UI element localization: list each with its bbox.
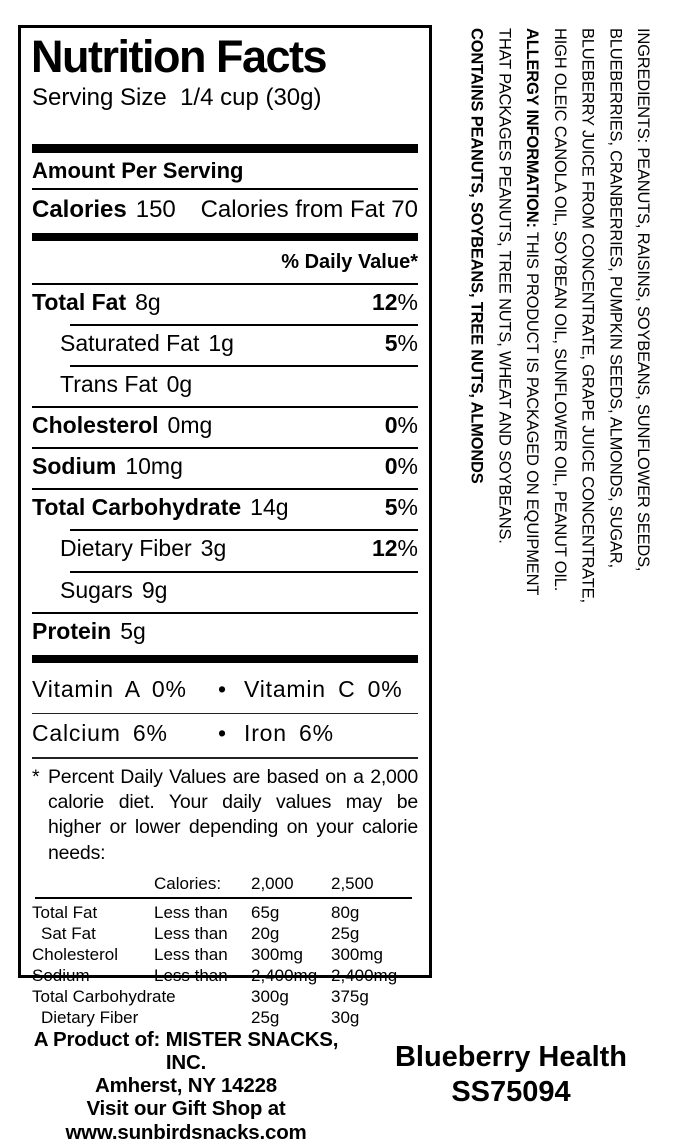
nutrient-row: [32, 531, 418, 566]
percent-sign: %: [397, 288, 418, 315]
table-header-calories: Calories:: [154, 874, 222, 894]
nutrient-left: [32, 577, 167, 604]
nutrient-row: [32, 367, 418, 402]
percent-sign: %: [397, 494, 418, 521]
nutrient-name: Dietary Fiber: [60, 535, 192, 562]
nutrient-amount: 1g: [208, 329, 234, 356]
nutrient-daily-value: [385, 453, 418, 480]
ingredients-line-text: THIS PRODUCT IS PACKAGED ON EQUIPMENT: [523, 227, 542, 596]
table-cell-qualifier: [154, 1007, 251, 1028]
vitamin-left: Calcium 6%: [32, 720, 168, 747]
footnote-asterisk: *: [32, 765, 40, 788]
bullet-separator: •: [218, 720, 227, 747]
nutrient-name: Sugars: [60, 576, 133, 603]
nutrient-left: [32, 371, 192, 398]
company-info-line: Visit our Gift Shop at: [86, 1097, 286, 1121]
table-row: [32, 923, 418, 944]
nutrient-amount: 9g: [141, 576, 168, 603]
table-row: [32, 944, 418, 965]
vitamin-right: Vitamin C 0%: [244, 675, 403, 702]
table-header-row: [32, 873, 418, 894]
ingredients-line: [517, 28, 545, 678]
table-header-rule: [35, 897, 412, 899]
thick-divider-bar: [32, 233, 418, 241]
vitamin-row: [32, 670, 418, 709]
table-cell-2500: 30g: [331, 1008, 360, 1028]
percent-sign: %: [397, 453, 418, 480]
company-info-line: A Product of: MISTER SNACKS, INC.: [33, 1028, 339, 1075]
table-cell-2000: 300mg: [251, 944, 303, 964]
table-cell-2500: 2,400mg: [331, 965, 398, 985]
daily-values-table: [32, 873, 418, 1028]
nutrient-left: [32, 494, 289, 521]
nutrient-row: [32, 614, 418, 649]
bullet-separator: •: [218, 675, 227, 702]
footnote-text: Percent Daily Values are based on a 2,000 calorie diet. Your daily values may be higher or lower depending on your calorie needs:: [48, 765, 418, 864]
daily-value-number: 12: [371, 288, 398, 315]
table-cell-qualifier: Less than: [154, 944, 228, 964]
nutrient-amount: 14g: [250, 494, 289, 521]
vitamin-row: [32, 714, 418, 753]
nutrient-amount: 3g: [200, 535, 227, 562]
calories-label: Calories: [32, 195, 127, 223]
nutrient-daily-value: [385, 330, 418, 357]
nutrient-row: [32, 326, 418, 361]
ingredients-line: [628, 28, 656, 678]
table-body: [32, 902, 418, 1028]
nutrient-name: Total Carbohydrate: [32, 494, 242, 521]
nutrient-rows: [32, 283, 418, 649]
nutrient-row: [32, 490, 418, 525]
table-cell-label: Sat Fat: [41, 923, 96, 943]
percent-sign: %: [397, 412, 418, 439]
vitamin-rows: [32, 670, 418, 759]
table-cell-2000: 2,400mg: [251, 965, 318, 985]
company-info-line: www.sunbirdsnacks.com: [65, 1120, 307, 1144]
table-cell-label: Dietary Fiber: [41, 1008, 139, 1028]
table-cell-2500: 80g: [331, 902, 360, 922]
ingredients-line-text: BLUEBERRIES, CRANBERRIES, PUMPKIN SEEDS, ALMONDS, SUGAR,: [606, 28, 625, 568]
nutrient-row: [32, 285, 418, 320]
nutrient-amount: 8g: [135, 288, 161, 315]
table-cell-2000: 300g: [251, 987, 289, 1007]
nutrient-name: Saturated Fat: [60, 329, 200, 356]
nutrient-row: [32, 449, 418, 484]
ingredients-line-text: CONTAINS PEANUTS, SOYBEANS, TREE NUTS, ALMONDS: [467, 28, 486, 484]
daily-value-number: 12: [371, 535, 398, 562]
serving-size-text: Serving Size 1/4 cup (30g): [32, 83, 322, 111]
nutrient-row: [32, 573, 418, 608]
table-cell-label: Cholesterol: [32, 944, 118, 964]
nutrient-amount: 10mg: [125, 453, 183, 480]
table-header-2500: 2,500: [331, 874, 374, 894]
daily-value-number: 5: [384, 494, 398, 521]
nutrient-left: [32, 412, 212, 439]
nutrient-amount: 5g: [120, 617, 146, 644]
nutrient-daily-value: [385, 412, 418, 439]
daily-value-number: 0: [384, 453, 398, 480]
product-id-block: [358, 1040, 664, 1111]
vitamin-right: Iron 6%: [244, 720, 334, 747]
thick-divider-bar: [32, 144, 418, 153]
table-cell-2500: 25g: [331, 923, 360, 943]
ingredients-line-bold-prefix: ALLERGY INFORMATION:: [523, 28, 542, 228]
nutrient-name: Sodium: [32, 453, 117, 480]
table-cell-label: Sodium: [32, 965, 90, 985]
table-cell-2000: 20g: [251, 923, 280, 943]
table-row: [32, 1007, 418, 1028]
table-cell-qualifier: Less than: [154, 923, 228, 943]
nutrient-daily-value: [385, 494, 418, 521]
table-cell-2500: 300mg: [331, 944, 383, 964]
nutrient-name: Total Fat: [32, 288, 127, 315]
ingredients-line: [462, 28, 490, 678]
calories-value: 150: [135, 195, 176, 223]
percent-sign: %: [397, 535, 418, 562]
table-cell-label: Total Fat: [32, 902, 98, 922]
table-header-spacer: [32, 873, 154, 894]
thick-divider-bar: [32, 655, 418, 663]
calories-left: [32, 196, 176, 224]
nutrient-left: [32, 535, 226, 562]
table-header-2000: 2,000: [251, 874, 294, 894]
calories-from-fat: Calories from Fat 70: [200, 195, 418, 223]
table-cell-2000: 65g: [251, 902, 280, 922]
ingredients-line-text: HIGH OLEIC CANOLA OIL, SOYBEAN OIL, SUNFLOWER OIL, PEANUT OIL.: [550, 28, 569, 592]
nutrient-left: [32, 330, 234, 357]
nutrient-name: Cholesterol: [32, 412, 159, 439]
table-cell-2000: 25g: [251, 1008, 280, 1028]
table-row: [32, 965, 418, 986]
ingredients-line: [545, 28, 573, 678]
nutrition-facts-title: Nutrition Facts: [31, 31, 327, 82]
nutrient-amount: 0mg: [167, 412, 213, 439]
table-cell-qualifier: Less than: [154, 965, 228, 985]
ingredients-line-text: INGREDIENTS: PEANUTS, RAISINS, SOYBEANS, SUNFLOWER SEEDS,: [634, 28, 652, 572]
daily-value-header: % Daily Value*: [281, 250, 418, 273]
daily-value-number: 5: [384, 329, 398, 356]
nutrient-name: Trans Fat: [60, 370, 158, 397]
table-cell-label: Total Carbohydrate: [32, 987, 176, 1007]
table-cell-qualifier: [154, 986, 251, 1007]
nutrient-left: [32, 289, 161, 316]
product-code: SS75094: [451, 1076, 571, 1109]
ingredients-line-text: BLUEBERRY JUICE FROM CONCENTRATE, GRAPE JUICE CONCENTRATE,: [578, 28, 597, 603]
ingredients-line: [573, 28, 601, 678]
daily-value-number: 0: [384, 412, 398, 439]
ingredients-line: [601, 28, 629, 678]
nutrition-facts-panel: [18, 25, 432, 1028]
ingredients-line-text: THAT PACKAGES PEANUTS, TREE NUTS, WHEAT AND SOYBEANS.: [495, 28, 514, 544]
vitamin-left: Vitamin A 0%: [32, 675, 187, 702]
daily-value-footnote: [32, 759, 418, 869]
nutrient-amount: 0g: [166, 370, 193, 397]
company-info-block: [18, 1028, 354, 1144]
table-row: [32, 902, 418, 923]
nutrient-left: [32, 618, 146, 645]
nutrient-daily-value: [372, 289, 418, 316]
percent-sign: %: [397, 329, 418, 356]
table-cell-qualifier: Less than: [154, 902, 228, 922]
amount-per-serving-heading: Amount Per Serving: [32, 158, 244, 184]
product-name: Blueberry Health: [394, 1041, 628, 1073]
nutrient-name: Protein: [32, 617, 112, 644]
nutrient-daily-value: [372, 535, 418, 562]
ingredients-line: [490, 28, 518, 678]
company-info-line: Amherst, NY 14228: [95, 1074, 277, 1098]
nutrient-left: [32, 453, 183, 480]
ingredients-sidebar: [448, 28, 656, 678]
table-row: [32, 986, 418, 1007]
table-cell-2500: 375g: [331, 987, 369, 1007]
calories-row: [32, 190, 418, 229]
nutrient-row: [32, 408, 418, 443]
